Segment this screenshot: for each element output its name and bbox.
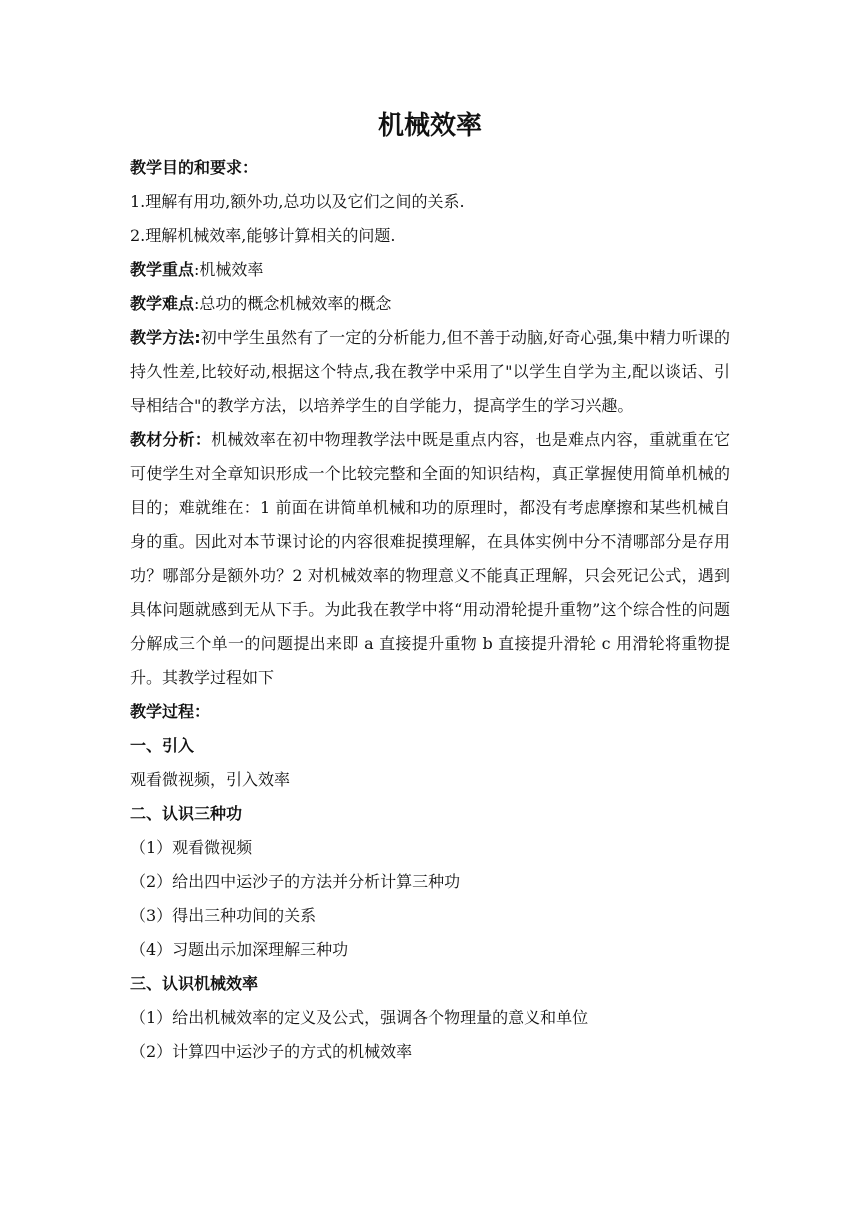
document-title: 机械效率 [377,111,482,141]
analysis-label: 教材分析： [130,430,212,449]
section-heading: 一、引入 [130,736,195,755]
document-body [130,151,730,1069]
section-line: （4）习题出示加深理解三种功 [130,940,349,959]
difficulty-line [130,287,730,321]
section-line: （2）计算四中运沙子的方式的机械效率 [130,1042,413,1061]
section-line: 观看微视频，引入效率 [130,770,291,789]
key-point-label: 教学重点 [130,260,195,279]
section-heading: 三、认识机械效率 [130,974,259,993]
analysis-text: 机械效率在初中物理教学法中既是重点内容，也是难点内容，重就重在它可使学生对全章知识形成一个比较完整和全面的知识结构，真正掌握使用简单机械的目的；难就维在：1 前面在讲简单机械和功的原理时，都没有考虑摩擦和某些机械自身的重。因此对本节课讨论的内容很难捉摸理解，在具体实例中分不清哪部分是存用功？哪部分是额外功？2 对机械效率的物理意义不能真正理解，只会死记公式，遇到具体问题就感到无从下手。为此我在教学中将“用动滑轮提升重物”这个综合性的问题分解成三个单一的问题提出来即 a 直接提升重物 b 直接提升滑轮 c 用滑轮将重物提升。其教学过程如下 [130,430,730,687]
goal-item: 1.理解有用功,额外功,总功以及它们之间的关系. [130,192,465,211]
difficulty-text: :总功的概念机械效率的概念 [194,294,392,313]
method-text: 初中学生虽然有了一定的分析能力,但不善于动脑,好奇心强,集中精力听课的持久性差,比较好动,根据这个特点,我在教学中采用了"以学生自学为主,配以谈话、引导相结合"的教学方法，以培养学生的自学能力，提高学生的学习兴趣。 [130,328,730,415]
key-point-line [130,253,730,287]
method-paragraph [130,321,730,423]
section-line: （1）观看微视频 [130,838,253,857]
process-heading: 教学过程： [130,702,211,721]
section-heading: 二、认识三种功 [130,804,243,823]
section-line: （1）给出机械效率的定义及公式，强调各个物理量的意义和单位 [130,1008,589,1027]
section-line: （2）给出四中运沙子的方法并分析计算三种功 [130,872,461,891]
section-line: （3）得出三种功间的关系 [130,906,317,925]
difficulty-label: 教学难点 [130,294,195,313]
analysis-paragraph [130,423,730,695]
goal-item: 2.理解机械效率,能够计算相关的问题. [130,226,396,245]
method-label: 教学方法: [130,328,201,347]
key-point-text: :机械效率 [194,260,264,279]
goal-heading: 教学目的和要求： [130,158,259,177]
